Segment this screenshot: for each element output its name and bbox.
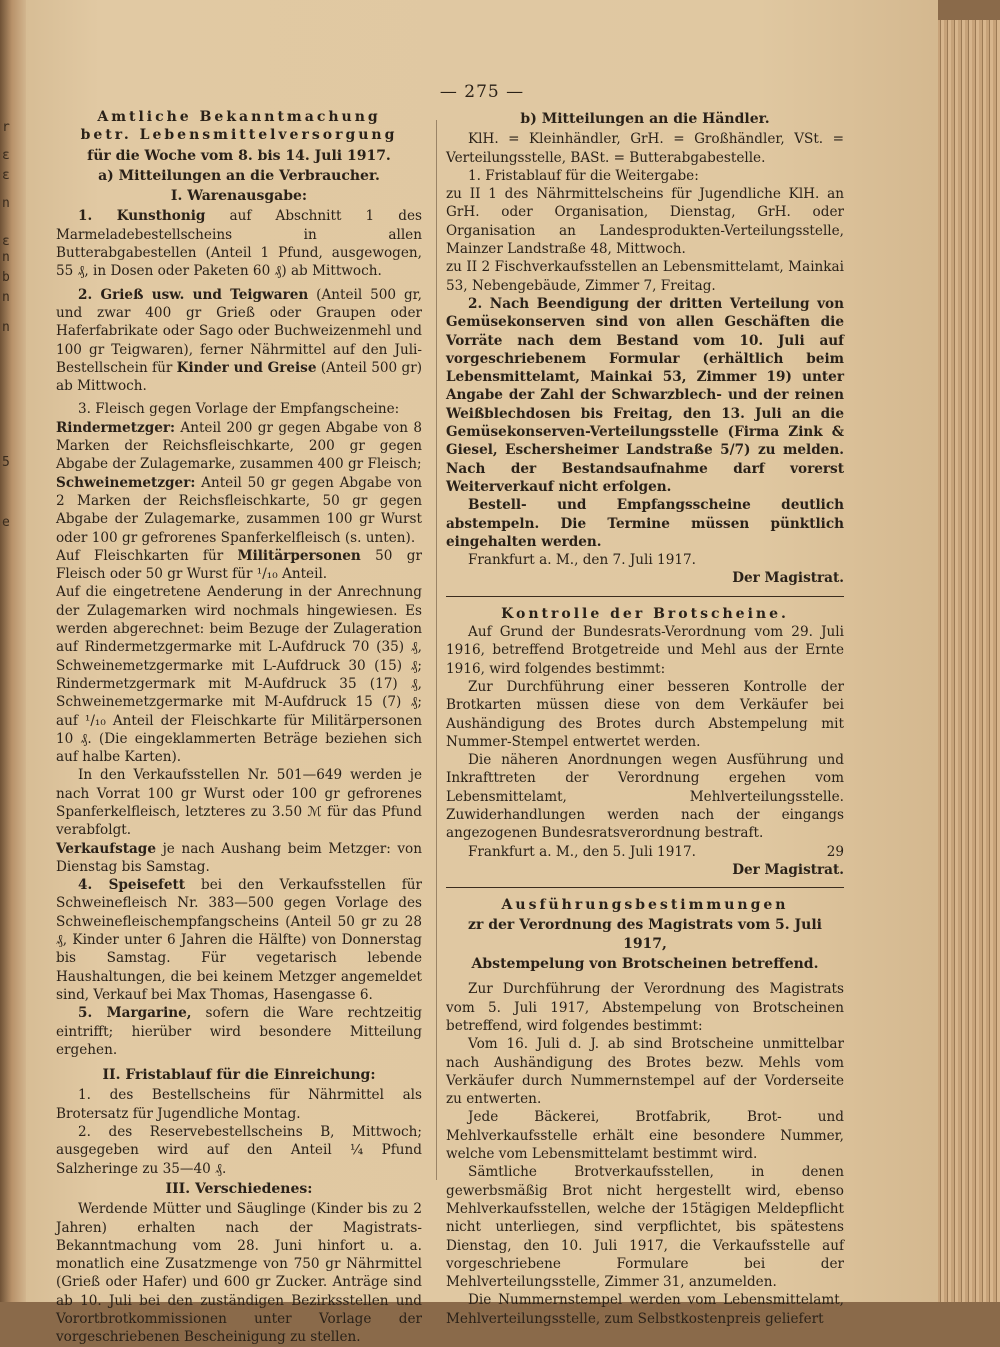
paragraph-kontrolle-2: Zur Durchführung einer besseren Kontrolle der Brotkarten müssen diese von dem Verkäufer bei Aushändigung des Brotes durch Abstempelung mit Nummer-Stempel entwertet werden. <box>446 678 844 750</box>
section-III-heading: III. Verschiedenes: <box>165 1180 313 1197</box>
paragraph-abstempeln: Bestell- und Empfangsscheine deutlich abstempeln. Die Termine müssen pünktlich eingehalten werden. <box>446 497 844 550</box>
paragraph-rindermetzger: Rindermetzger: Anteil 200 gr gegen Abgabe von 8 Marken der Reichsfleischkarte, 200 gr gegen Abgabe der Zulagemarke, zusammen 400 gr Fleisch; <box>56 419 422 473</box>
paragraph-griess: 2. Grieß usw. und Teigwaren (Anteil 500 gr, und zwar 400 gr Grieß oder Graupen oder Haferfabrikate oder Sago oder Buchweizenmehl und 100 gr Teigwaren), ferner Nährmittel auf den Juli-Bestellschein für Kinder und Greise (Anteil 500 gr) ab Mittwoch. <box>56 286 422 395</box>
right-column <box>446 108 844 1328</box>
section-a-heading: a) Mitteilungen an die Verbraucher. <box>98 167 380 184</box>
paragraph-kontrolle-1: Auf Grund der Bundesrats-Verordnung vom 29. Juli 1916, betreffend Brotgetreide und Mehl aus der Ernte 1916, wird folgendes bestimmt: <box>446 624 844 677</box>
margin-letter: 5 <box>2 455 10 470</box>
ausfuehrung-subtitle-2: Abstempelung von Brotscheinen betreffend. <box>471 956 819 973</box>
section-b-heading: b) Mitteilungen an die Händler. <box>520 111 770 127</box>
left-column <box>56 108 422 1347</box>
margin-letter: ε <box>2 168 10 183</box>
signature-magistrat: Der Magistrat. <box>732 570 844 587</box>
document-page <box>26 0 938 1346</box>
announcement-week: für die Woche vom 8. bis 14. Juli 1917. <box>87 147 391 164</box>
paragraph-aenderung: Auf die eingetretene Aenderung in der Anrechnung der Zulagemarken wird nochmals hingewiesen. Es werden abgerechnet: beim Bezuge der Zulageration auf Rindermetzgermarke mit L-Aufdruck 70 (35) ₰, Schweinemetzgermarke mit L-Aufdruck 30 (15) ₰; Rindermetzgermark mit M-Aufdruck 35 (17) ₰, Schweinemetzgermarke mit M-Aufdruck 15 (7) ₰; auf ¹/₁₀ Anteil der Fleischkarte für Militärpersonen 10 ₰. (Die eingeklammerten Beträge beziehen sich auf halbe Karten). <box>56 584 422 766</box>
margin-letter: n <box>2 320 10 335</box>
kontrolle-signature: Der Magistrat. <box>732 861 844 878</box>
paragraph-verkaufstage: Verkaufstage je nach Aushang beim Metzger: von Dienstag bis Samstag. <box>56 840 422 875</box>
paragraph-zu-II-1: zu II 1 des Nährmittelscheins für Jugendliche KlH. an GrH. oder Organisation, Dienstag, GrH. oder Organisation an Landesprodukten-Verteilungsstelle, Mainzer Landstraße 48, Mittwoch. <box>446 186 844 258</box>
paragraph-ausfuehrung-1: Zur Durchführung der Verordnung des Magistrats vom 5. Juli 1917, Abstempelung von Brotscheinen betreffend, wird folgendes bestimmt: <box>446 981 844 1034</box>
paragraph-zu-II-2: zu II 2 Fischverkaufsstellen an Lebensmittelamt, Mainkai 53, Nebengebäude, Zimmer 7, Freitag. <box>446 259 844 294</box>
paragraph-kunsthonig: 1. Kunsthonig auf Abschnitt 1 des Marmeladebestellscheins in allen Butterabgabestellen (Anteil 1 Pfund, ausgewogen, 55 ₰, in Dosen oder Paketen 60 ₰) ab Mittwoch. <box>56 208 422 280</box>
paragraph-militaer: Auf Fleischkarten für Militärpersonen 50 gr Fleisch oder 50 gr Wurst für ¹/₁₀ Anteil. <box>56 547 422 583</box>
margin-letter: n <box>2 290 10 305</box>
section-II-heading: II. Fristablauf für die Einreichung: <box>102 1067 376 1084</box>
margin-letter: ε <box>2 148 10 163</box>
paragraph-ausfuehrung-5: Die Nummernstempel werden vom Lebensmittelamt, Mehlverteilungsstelle, zum Selbstkostenpreis geliefert <box>446 1292 844 1327</box>
paragraph-speisefett: 4. Speisefett bei den Verkaufsstellen für Schweinefleisch Nr. 383—500 gegen Vorlage des Schweinefleischempfangscheins (Anteil 50 gr zu 28 ₰, Kinder unter 6 Jahren die Hälfte) von Donnerstag bis Samstag. Für vegetarisch lebende Haushaltungen, die bei keinem Metzger angemeldet sind, Verkauf bei Max Thomas, Hasengasse 6. <box>56 877 422 1003</box>
announcement-subtitle: betr. Lebensmittelversorgung <box>80 127 398 144</box>
announcement-title: Amtliche Bekanntmachung <box>97 109 381 125</box>
paragraph-margarine: 5. Margarine, sofern die Ware rechtzeitig eintrifft; hierüber wird besondere Mitteilung ergehen. <box>56 1005 422 1058</box>
paragraph-abbreviations: KlH. = Kleinhändler, GrH. = Großhändler, VSt. = Verteilungsstelle, BASt. = Butterabgabestelle. <box>446 131 844 166</box>
paragraph-fristablauf: 1. Fristablauf für die Weitergabe: <box>468 167 699 184</box>
paragraph-ausfuehrung-3: Jede Bäckerei, Brotfabrik, Brot- und Mehlverkaufsstelle erhält eine besondere Nummer, welche vom Lebensmittelamt bestimmt wird. <box>446 1109 844 1163</box>
margin-letter: ε <box>2 234 10 249</box>
section-rule <box>446 596 844 597</box>
paragraph-III: Werdende Mütter und Säuglinge (Kinder bis zu 2 Jahren) erhalten nach der Magistrats-Bekanntmachung vom 28. Juni hinfort u. a. monatlich eine Zusatzmenge von 750 gr Nährmittel (Grieß oder Hafer) und 600 gr Zucker. Anträge sind ab 10. Juli bei den zuständigen Bezirksstellen und Vorortbrotkommissionen unter Vorlage der vorgeschriebenen Bescheinigung zu stellen. <box>56 1201 422 1346</box>
kontrolle-title: Kontrolle der Brotscheine. <box>501 605 789 622</box>
kontrolle-date-line: Frankfurt a. M., den 5. Juli 1917. 29 <box>468 843 844 860</box>
column-divider <box>436 120 437 1180</box>
paragraph-ausfuehrung-2: Vom 16. Juli d. J. ab sind Brotscheine unmittelbar nach Aushändigung des Brotes bezw. Mehls vom Verkäufer durch Nummernstempel auf der Vorderseite zu entwerten. <box>446 1036 844 1108</box>
paragraph-ausfuehrung-4: Sämtliche Brotverkaufsstellen, in denen gewerbsmäßig Brot nicht hergestellt wird, ebenso Mehlverkaufsstellen, welche der 15tägigen Meldepflicht nicht unterliegen, sind verpflichtet, bis spätestens Dienstag, den 10. Juli 1917, die Verkaufsstelle auf vorgeschriebene Formulare bei der Mehlverteilungsstelle, Zimmer 31, anzumelden. <box>446 1164 844 1291</box>
paragraph-II-2: 2. des Reservebestellscheins B, Mittwoch; ausgegeben wird auf den Anteil ¼ Pfund Salzheringe zu 35—40 ₰. <box>56 1124 422 1177</box>
paragraph-gemuesekonserven: 2. Nach Beendigung der dritten Verteilung von Gemüsekonserven sind von allen Geschäften die Vorräte nach dem Bestand vom 10. Juli auf vorgeschriebenem Formular (erhältlich beim Lebensmittelamt, Mainkai 53, Zimmer 19) unter Angabe der Zahl der Schwarzblech- und der reinen Weißblechdosen bis Freitag, den 13. Juli an die Gemüsekonserven-Verteilungsstelle (Firma Zink & Giesel, Eschersheimer Landstraße 5/7) zu melden. Nach der Bestandsaufnahme darf vorerst Weiterverkauf nicht erfolgen. <box>446 295 844 495</box>
section-I-heading: I. Warenausgabe: <box>170 188 308 205</box>
page-number: — 275 — <box>439 82 525 102</box>
margin-letter: n <box>2 196 10 211</box>
margin-letter: b <box>2 270 10 285</box>
paragraph-schweinemetzger: Schweinemetzger: Anteil 50 gr gegen Abgabe von 2 Marken der Reichsfleischkarte, 50 gr gegen Abgabe der Zulagemarke, zusammen 100 gr Wurst oder 100 gr gefrorenes Spanferkelfleisch (s. unten). <box>56 474 422 546</box>
margin-letter: r <box>2 120 10 135</box>
ausfuehrung-subtitle-1: zr der Verordnung des Magistrats vom 5. Juli 1917, <box>468 917 822 952</box>
book-page-stack <box>930 20 1000 1302</box>
paragraph-fleisch: 3. Fleisch gegen Vorlage der Empfangscheine: <box>78 401 400 418</box>
date-line: Frankfurt a. M., den 7. Juli 1917. <box>468 552 696 569</box>
section-rule <box>446 887 844 888</box>
ausfuehrung-title: Ausführungsbestimmungen <box>501 897 789 914</box>
paragraph-verkaufsstellen: In den Verkaufsstellen Nr. 501—649 werden je nach Vorrat 100 gr Wurst oder 100 gr gefrorenes Spanferkelfleisch, letzteres zu 3.50 ℳ für das Pfund verabfolgt. <box>56 767 422 839</box>
paragraph-II-1: 1. des Bestellscheins für Nährmittel als Brotersatz für Jugendliche Montag. <box>56 1087 422 1122</box>
paragraph-kontrolle-3: Die näheren Anordnungen wegen Ausführung und Inkrafttreten der Verordnung ergehen vom Lebensmittelamt, Mehlverteilungsstelle. Zuwiderhandlungen werden nach der eingangs angezogenen Bundesratsverordnung bestraft. <box>446 752 844 842</box>
margin-letter: e <box>2 515 10 530</box>
margin-letter: n <box>2 250 10 265</box>
